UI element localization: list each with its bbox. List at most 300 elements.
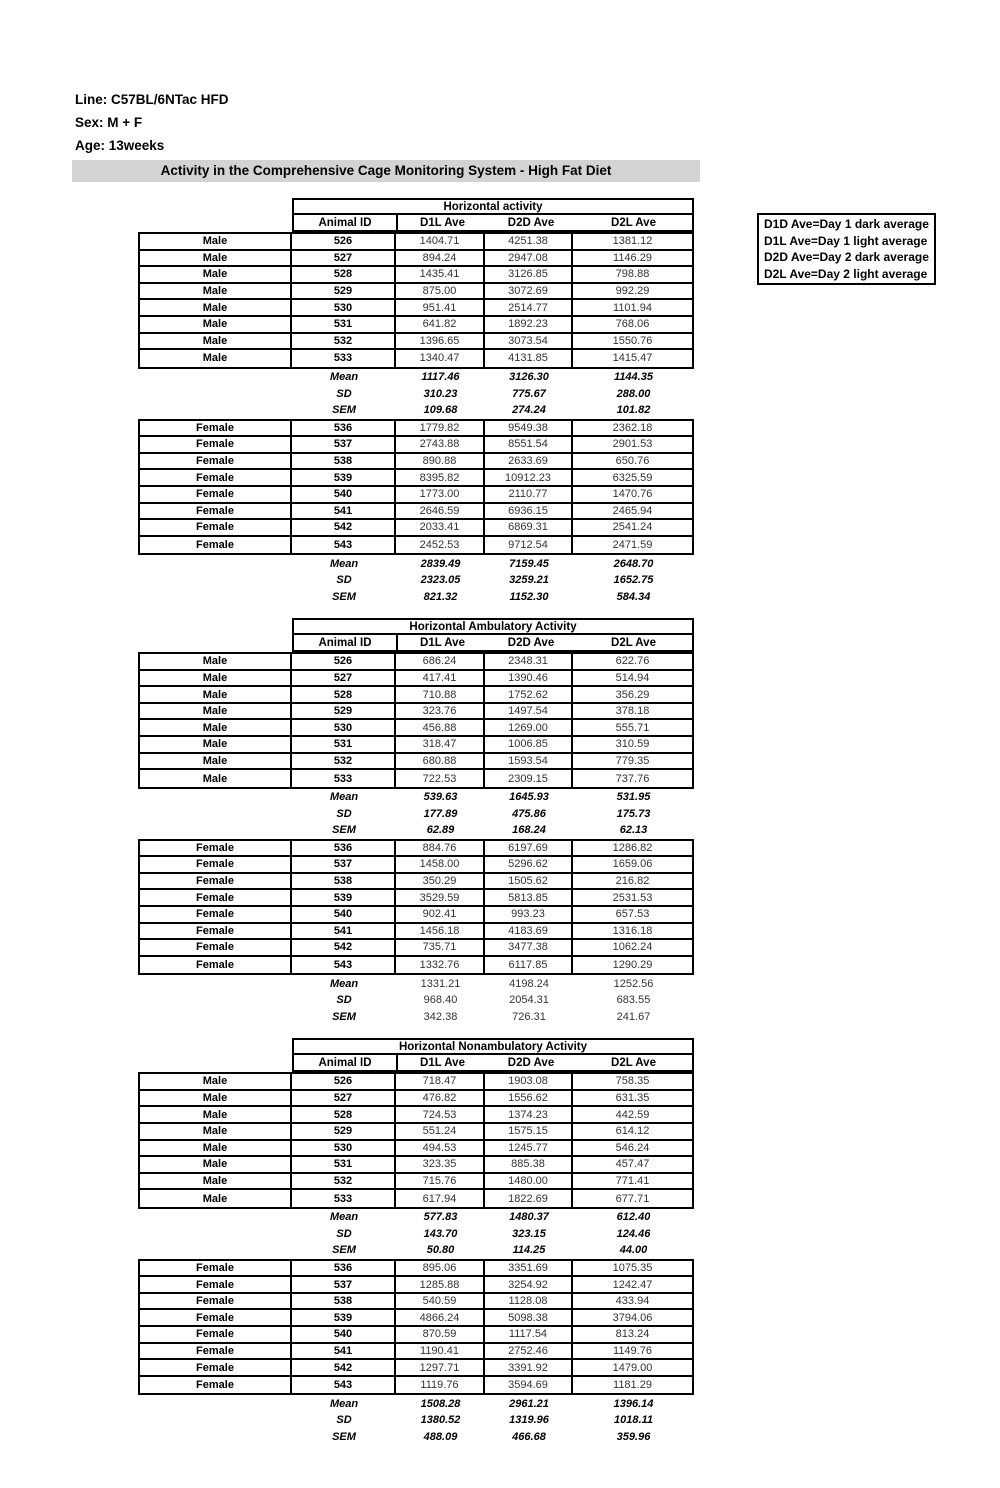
sex-group-block [138,232,694,369]
animal-id-cell: 529 [292,1124,396,1139]
sex-cell: Male [140,770,292,787]
stat-d2l-ave-value: 124.46 [616,1227,651,1240]
animal-id-cell: 526 [292,234,396,249]
stat-d1l-ave-value: 968.40 [423,994,458,1007]
stat-empty-cell [138,1429,292,1446]
stat-d1l-ave-value: 62.89 [426,824,455,837]
stat-d1l-ave-value: 310.23 [423,387,458,400]
table-row [140,907,692,924]
animal-id-cell: 541 [292,1344,396,1359]
sex-cell: Male [140,720,292,735]
d1l-ave-value-cell: 1773.00 [396,487,485,502]
table-row [140,1190,692,1207]
d2l-ave-value-cell: 768.06 [615,318,650,331]
stat-d2l-ave-value: 62.13 [619,824,648,837]
d2l-ave-value-cell: 758.35 [615,1075,650,1088]
stat-row [138,588,694,605]
d2d-ave-value-cell: 3594.69 [485,1377,573,1394]
legend-line: D1D Ave=Day 1 dark average [764,217,929,231]
animal-id-cell: 529 [292,284,396,299]
d1l-ave-value-cell: 1332.76 [396,957,485,974]
sex-cell: Female [140,1277,292,1292]
stat-empty-cell [138,555,292,572]
d2d-ave-value-cell: 2110.77 [485,487,573,502]
animal-id-cell: 538 [292,1294,396,1309]
sex-cell: Female [140,537,292,554]
table-row [140,251,692,268]
d2d-ave-value-cell: 885.38 [485,1157,573,1172]
stat-row [138,385,694,402]
stat-d1l-ave-value: 539.63 [423,791,458,804]
stat-d2d-ave-value: 475.86 [512,807,546,820]
stat-d1l-ave-value: 821.32 [423,590,458,603]
d2d-ave-value-cell: 4251.38 [485,234,573,249]
d1l-ave-value-cell: 2646.59 [396,504,485,519]
legend-line: D1L Ave=Day 1 light average [764,233,928,248]
animal-id-cell: 533 [292,770,396,787]
stat-d2d-ave-value: 1480.37 [509,1211,549,1224]
stat-d1l-ave-value: 1331.21 [420,977,461,990]
d2d-ave-value-cell: 993.23 [485,907,573,922]
d2d-ave-value-cell: 1269.00 [485,720,573,735]
d1l-ave-value-cell: 2452.53 [396,537,485,554]
activity-table [138,618,694,1025]
d2d-ave-value-cell: 6869.31 [485,520,573,535]
sex-cell: Female [140,874,292,889]
sex-cell: Male [140,334,292,349]
d2d-ave-value-cell: 1892.23 [485,317,573,332]
stats-block [138,369,694,419]
d2d-ave-value-cell: 8551.54 [485,437,573,452]
animal-id-cell: 533 [292,350,396,367]
sex-cell: Male [140,1074,292,1089]
d1l-ave-value-cell: 3529.59 [396,890,485,905]
d1l-ave-value-cell: 1435.41 [396,267,485,282]
table-row [140,470,692,487]
animal-id-cell: 540 [292,907,396,922]
d2d-ave-value-cell: 1822.69 [485,1190,573,1207]
table-row [140,654,692,671]
d1l-ave-value-cell: 476.82 [396,1091,485,1106]
column-header-d2d-ave: D2D Ave [507,636,555,649]
sex-cell: Female [140,1327,292,1342]
table-row [140,334,692,351]
stat-d2l-ave-value: 288.00 [616,387,651,400]
age-label: Age: 13weeks [75,138,165,153]
stat-d2d-ave-value: 274.24 [512,404,546,417]
d2l-ave-value-cell: 1149.76 [613,1344,652,1357]
animal-id-cell: 532 [292,334,396,349]
legend-line: D2L Ave=Day 2 light average [764,266,928,281]
d2d-ave-value-cell: 2348.31 [485,654,573,669]
sex-cell: Female [140,841,292,856]
stat-d2d-ave-value: 168.24 [512,824,546,837]
sex-group-block [138,419,694,556]
sex-cell: Male [140,1124,292,1139]
d2d-ave-value-cell: 1117.54 [485,1327,573,1342]
d2l-ave-value-cell: 631.35 [615,1092,650,1105]
d2d-ave-value-cell: 3391.92 [485,1360,573,1375]
column-header-d2d-ave: D2D Ave [507,1056,555,1069]
d2d-ave-value-cell: 1480.00 [485,1174,573,1189]
table-row [140,720,692,737]
stat-d2l-ave-value: 683.55 [616,994,651,1007]
d1l-ave-value-cell: 318.47 [396,737,485,752]
d2d-ave-value-cell: 1752.62 [485,687,573,702]
d1l-ave-value-cell: 902.41 [396,907,485,922]
column-header-d1l-ave: D1L Ave [420,636,465,649]
d1l-ave-value-cell: 884.76 [396,841,485,856]
table-row [140,874,692,891]
stat-d1l-ave-value: 2839.49 [420,557,461,570]
d2l-ave-value-cell: 1075.35 [612,1261,653,1274]
table-row [140,687,692,704]
d2l-ave-value-cell: 779.35 [615,754,650,767]
stat-d2l-ave-value: 2648.70 [613,557,654,570]
stat-label: Mean [329,977,359,990]
activity-table [138,1038,694,1445]
table-row [140,1261,692,1278]
stat-row [138,572,694,589]
d1l-ave-value-cell: 951.41 [396,300,485,315]
stat-empty-cell [138,572,292,589]
stat-d2d-ave-value: 114.25 [512,1244,546,1257]
sex-cell: Male [140,234,292,249]
d1l-ave-value-cell: 890.88 [396,454,485,469]
animal-id-cell: 531 [292,1157,396,1172]
column-header-d2l-ave: D2L Ave [611,1056,656,1069]
animal-id-cell: 538 [292,874,396,889]
d2d-ave-value-cell: 3254.92 [485,1277,573,1292]
stat-label: SD [336,387,352,400]
stat-label: SEM [332,824,356,837]
stat-d2l-ave-value: 1018.11 [614,1414,653,1427]
d2l-ave-value-cell: 1415.47 [612,352,653,365]
stat-label: SD [336,574,352,587]
d1l-ave-value-cell: 417.41 [396,671,485,686]
table-row [140,1107,692,1124]
animal-id-cell: 543 [292,537,396,554]
sex-cell: Female [140,454,292,469]
stat-row [138,975,694,992]
d2d-ave-value-cell: 1903.08 [485,1074,573,1089]
stat-empty-cell [138,822,292,839]
animal-id-cell: 542 [292,520,396,535]
animal-id-cell: 531 [292,317,396,332]
d1l-ave-value-cell: 4866.24 [396,1310,485,1325]
stat-d2l-ave-value: 1396.14 [613,1397,654,1410]
d2d-ave-value-cell: 3351.69 [485,1261,573,1276]
table-row [140,520,692,537]
animal-id-cell: 538 [292,454,396,469]
sex-cell: Male [140,1174,292,1189]
stat-d1l-ave-value: 2323.05 [420,574,461,587]
table-row [140,857,692,874]
d2l-ave-value-cell: 6325.59 [612,471,653,484]
d2l-ave-value-cell: 1470.76 [612,488,653,501]
stat-d2l-ave-value: 101.82 [616,404,651,417]
d2l-ave-value-cell: 514.94 [615,671,650,684]
table-row [140,924,692,941]
animal-id-cell: 530 [292,1141,396,1156]
d2d-ave-value-cell: 10912.23 [485,470,573,485]
table-row [140,1377,692,1394]
d1l-ave-value-cell: 718.47 [396,1074,485,1089]
stat-empty-cell [138,1009,292,1026]
d2l-ave-value-cell: 2541.24 [612,521,653,534]
table-title: Horizontal Ambulatory Activity [292,618,694,635]
table-row [140,421,692,438]
stat-row [138,1412,694,1429]
stat-d1l-ave-value: 577.83 [423,1211,458,1224]
sex-cell: Female [140,1310,292,1325]
table-title: Horizontal Nonambulatory Activity [292,1038,694,1055]
table-row [140,737,692,754]
d2l-ave-value-cell: 457.47 [615,1158,650,1171]
animal-id-cell: 540 [292,487,396,502]
stat-empty-cell [138,975,292,992]
column-header-d1l-ave: D1L Ave [420,216,465,229]
stat-d1l-ave-value: 177.89 [423,807,458,820]
stat-d2d-ave-value: 4198.24 [509,977,549,990]
stats-block [138,555,694,605]
animal-id-cell: 528 [292,687,396,702]
d2l-ave-value-cell: 3794.06 [612,1311,653,1324]
d1l-ave-value-cell: 735.71 [396,940,485,955]
stat-d2l-ave-value: 175.73 [616,807,651,820]
d2d-ave-value-cell: 4183.69 [485,924,573,939]
stat-label: Mean [329,1211,359,1224]
stat-d2d-ave-value: 1645.93 [509,791,549,804]
d2d-ave-value-cell: 1505.62 [485,874,573,889]
d2d-ave-value-cell: 2309.15 [485,770,573,787]
stat-d2l-ave-value: 1252.56 [613,977,654,990]
d2d-ave-value-cell: 1390.46 [485,671,573,686]
table-row [140,1310,692,1327]
sex-cell: Female [140,1261,292,1276]
animal-id-cell: 530 [292,300,396,315]
d1l-ave-value-cell: 494.53 [396,1141,485,1156]
table-row [140,1124,692,1141]
table-row [140,454,692,471]
animal-id-cell: 528 [292,267,396,282]
stat-label: SEM [332,1430,356,1443]
column-header-d2l-ave: D2L Ave [611,216,656,229]
stat-row [138,1225,694,1242]
d2l-ave-value-cell: 442.59 [615,1108,650,1121]
stat-row [138,789,694,806]
sex-cell: Male [140,317,292,332]
d2d-ave-value-cell: 6117.85 [485,957,573,974]
stats-block [138,975,694,1025]
sex-label: Sex: M + F [75,115,143,130]
activity-table [138,198,694,605]
d1l-ave-value-cell: 540.59 [396,1294,485,1309]
table-row [140,1091,692,1108]
d2l-ave-value-cell: 216.82 [615,875,650,888]
d2l-ave-value-cell: 433.94 [615,1295,650,1308]
d1l-ave-value-cell: 2033.41 [396,520,485,535]
sex-cell: Female [140,470,292,485]
sex-cell: Male [140,300,292,315]
sex-cell: Female [140,1294,292,1309]
sex-cell: Female [140,924,292,939]
stats-block [138,1395,694,1445]
d1l-ave-value-cell: 8395.82 [396,470,485,485]
d2d-ave-value-cell: 3073.54 [485,334,573,349]
d2l-ave-value-cell: 1062.24 [612,941,653,954]
sex-group-block [138,652,694,789]
sex-group-block [138,1259,694,1396]
animal-id-cell: 539 [292,890,396,905]
stat-empty-cell [138,588,292,605]
animal-id-cell: 541 [292,924,396,939]
d1l-ave-value-cell: 1779.82 [396,421,485,436]
d2d-ave-value-cell: 5296.62 [485,857,573,872]
stat-row [138,1429,694,1446]
stat-label: Mean [329,1397,359,1410]
stat-d2d-ave-value: 3126.30 [509,371,549,384]
d1l-ave-value-cell: 323.35 [396,1157,485,1172]
animal-id-cell: 540 [292,1327,396,1342]
stat-empty-cell [138,992,292,1009]
d2d-ave-value-cell: 1575.15 [485,1124,573,1139]
animal-id-cell: 541 [292,504,396,519]
legend-box [757,213,936,285]
stat-empty-cell [138,369,292,386]
d1l-ave-value-cell: 323.76 [396,704,485,719]
table-row [140,350,692,367]
animal-id-cell: 536 [292,421,396,436]
sex-cell: Female [140,520,292,535]
tables-container [138,198,694,1458]
d2d-ave-value-cell: 1245.77 [485,1141,573,1156]
column-header-row [292,1055,694,1072]
d1l-ave-value-cell: 2743.88 [396,437,485,452]
animal-id-cell: 542 [292,940,396,955]
d1l-ave-value-cell: 1285.88 [396,1277,485,1292]
stat-label: Mean [329,371,359,384]
animal-id-cell: 528 [292,1107,396,1122]
d2l-ave-value-cell: 555.71 [615,721,650,734]
animal-id-cell: 537 [292,857,396,872]
stat-d2d-ave-value: 2961.21 [509,1397,549,1410]
d2l-ave-value-cell: 798.88 [615,268,650,281]
stat-row [138,822,694,839]
d2d-ave-value-cell: 1593.54 [485,754,573,769]
d2l-ave-value-cell: 1286.82 [612,841,653,854]
stat-d2d-ave-value: 3259.21 [509,574,549,587]
stat-empty-cell [138,805,292,822]
table-row [140,1157,692,1174]
d2l-ave-value-cell: 2465.94 [612,504,653,517]
animal-id-cell: 537 [292,437,396,452]
table-row [140,940,692,957]
table-row [140,1360,692,1377]
stat-row [138,1009,694,1026]
sex-cell: Female [140,437,292,452]
d2l-ave-value-cell: 622.76 [615,655,650,668]
sex-cell: Male [140,267,292,282]
stat-d2l-ave-value: 531.95 [616,791,651,804]
stat-d2l-ave-value: 1144.35 [614,371,653,384]
stat-d2l-ave-value: 44.00 [619,1244,648,1257]
sex-cell: Female [140,940,292,955]
table-row [140,1277,692,1294]
stat-d2d-ave-value: 1152.30 [509,590,549,603]
stat-d2d-ave-value: 7159.45 [509,557,549,570]
d2l-ave-value-cell: 1550.76 [612,334,653,347]
sex-cell: Male [140,737,292,752]
d2l-ave-value-cell: 2362.18 [612,421,653,434]
sex-cell: Male [140,1091,292,1106]
d2l-ave-value-cell: 771.41 [615,1174,650,1187]
d2d-ave-value-cell: 2633.69 [485,454,573,469]
d1l-ave-value-cell: 715.76 [396,1174,485,1189]
d2l-ave-value-cell: 657.53 [615,908,650,921]
table-row [140,1141,692,1158]
sex-cell: Male [140,754,292,769]
d1l-ave-value-cell: 1456.18 [396,924,485,939]
stats-block [138,1209,694,1259]
stat-label: Mean [329,791,359,804]
d2d-ave-value-cell: 3072.69 [485,284,573,299]
d1l-ave-value-cell: 686.24 [396,654,485,669]
table-row [140,890,692,907]
d2l-ave-value-cell: 1381.12 [612,235,653,248]
stats-block [138,789,694,839]
animal-id-cell: 532 [292,1174,396,1189]
stat-d2d-ave-value: 775.67 [512,387,546,400]
d2l-ave-value-cell: 992.29 [615,285,650,298]
sex-cell: Male [140,251,292,266]
stat-label: Mean [329,557,359,570]
d1l-ave-value-cell: 870.59 [396,1327,485,1342]
table-row [140,1074,692,1091]
stat-label: SD [336,807,352,820]
d2l-ave-value-cell: 1181.29 [613,1379,652,1392]
animal-id-cell: 527 [292,671,396,686]
stat-d2l-ave-value: 1652.75 [613,574,654,587]
table-row [140,234,692,251]
stat-d1l-ave-value: 342.38 [423,1010,458,1023]
column-header-animal-id: Animal ID [294,215,398,230]
animal-id-cell: 533 [292,1190,396,1207]
stat-row [138,1209,694,1226]
column-header-d1l-ave: D1L Ave [420,1056,465,1069]
sex-cell: Female [140,1377,292,1394]
stat-d2d-ave-value: 1319.96 [509,1414,549,1427]
sex-cell: Female [140,421,292,436]
d1l-ave-value-cell: 1297.71 [396,1360,485,1375]
page-title: Activity in the Comprehensive Cage Monitoring System - High Fat Diet [72,160,700,182]
d1l-ave-value-cell: 641.82 [396,317,485,332]
table-row [140,770,692,787]
line-label: Line: C57BL/6NTac HFD [75,92,229,107]
animal-id-cell: 543 [292,1377,396,1394]
d2d-ave-value-cell: 2514.77 [485,300,573,315]
stat-label: SD [336,1227,352,1240]
animal-id-cell: 539 [292,1310,396,1325]
table-row [140,437,692,454]
sex-cell: Female [140,857,292,872]
sex-cell: Male [140,1141,292,1156]
d1l-ave-value-cell: 551.24 [396,1124,485,1139]
stat-empty-cell [138,1242,292,1259]
doc-header [75,88,700,182]
stat-row [138,1242,694,1259]
d2d-ave-value-cell: 4131.85 [485,350,573,367]
